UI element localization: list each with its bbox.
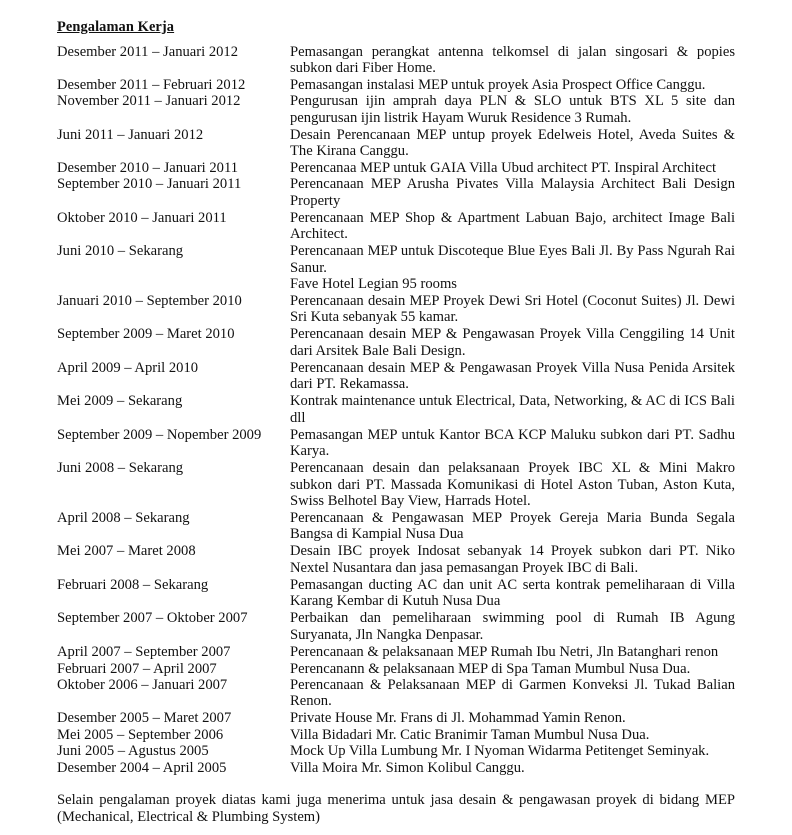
experience-date: Februari 2007 – April 2007 bbox=[57, 660, 217, 677]
experience-date: April 2007 – September 2007 bbox=[57, 643, 231, 660]
experience-row bbox=[57, 393, 735, 426]
experience-description: Perencanaan MEP Shop & Apartment Labuan Bajo, architect Image Bali Architect. bbox=[290, 209, 735, 243]
experience-row bbox=[57, 93, 735, 126]
experience-description: Pemasangan MEP untuk Kantor BCA KCP Maluku subkon dari PT. Sadhu Karya. bbox=[290, 426, 735, 460]
closing-paragraph: Selain pengalaman proyek diatas kami juga menerima untuk jasa desain & pengawasan proyek di bidang MEP (Mechanical, Electrical & Plumbing System) bbox=[57, 791, 735, 825]
experience-row bbox=[57, 160, 735, 176]
experience-date: Februari 2008 – Sekarang bbox=[57, 576, 209, 593]
experience-row bbox=[57, 677, 735, 710]
experience-description: Private House Mr. Frans di Jl. Mohammad Yamin Renon. bbox=[290, 710, 626, 727]
experience-row bbox=[57, 127, 735, 160]
experience-description: Perencanaan MEP Arusha Pivates Villa Malaysia Architect Bali Design Property bbox=[290, 176, 735, 209]
experience-description-main: Perencanaan MEP untuk Discoteque Blue Eyes Bali Jl. By Pass Ngurah Rai Sanur. bbox=[290, 243, 735, 276]
experience-description: Perencanaan & Pengawasan MEP Proyek Gereja Maria Bunda Segala Bangsa di Kampial Nusa Dua bbox=[290, 509, 735, 543]
experience-row bbox=[57, 577, 735, 610]
experience-row bbox=[57, 176, 735, 209]
experience-description: Pemasangan instalasi MEP untuk proyek Asia Prospect Office Canggu. bbox=[290, 76, 706, 93]
experience-date: Mei 2005 – September 2006 bbox=[57, 726, 224, 743]
experience-description: Perencanaan desain MEP & Pengawasan Proyek Villa Cenggiling 14 Unit dari Arsitek Bale Bali Design. bbox=[290, 326, 735, 359]
experience-row bbox=[57, 727, 735, 743]
experience-description-extra: Fave Hotel Legian 95 rooms bbox=[290, 276, 457, 293]
experience-date: Juni 2011 – Januari 2012 bbox=[57, 126, 204, 143]
experience-description: Perencanaan & Pelaksanaan MEP di Garmen Konveksi Jl. Tukad Balian Renon. bbox=[290, 676, 735, 710]
experience-description: Perencanann & pelaksanaan MEP di Spa Taman Mumbul Nusa Dua. bbox=[290, 660, 691, 677]
experience-date: September 2009 – Nopember 2009 bbox=[57, 426, 262, 443]
experience-description: Perencanaan desain dan pelaksanaan Proyek IBC XL & Mini Makro subkon dari PT. Massada Komunikasi di Hotel Aston Tuban, Aston Kuta, Swiss Belhotel Bay View, Harrads Hotel. bbox=[290, 460, 735, 509]
experience-date: Juni 2008 – Sekarang bbox=[57, 460, 184, 477]
experience-date: November 2011 – Januari 2012 bbox=[57, 93, 241, 110]
experience-date: Januari 2010 – September 2010 bbox=[57, 293, 242, 310]
experience-description: Pengurusan ijin amprah daya PLN & SLO untuk BTS XL 5 site dan pengurusan ijin listrik Hayam Wuruk Residence 3 Rumah. bbox=[290, 93, 735, 126]
experience-row bbox=[57, 77, 735, 93]
experience-description: Villa Bidadari Mr. Catic Branimir Taman Mumbul Nusa Dua. bbox=[290, 726, 650, 743]
experience-date: Oktober 2006 – Januari 2007 bbox=[57, 676, 228, 693]
experience-description: Perencanaan desain MEP Proyek Dewi Sri Hotel (Coconut Suites) Jl. Dewi Sri Kuta sebanyak 55 kamar. bbox=[290, 293, 735, 326]
experience-row bbox=[57, 326, 735, 359]
experience-date: Juni 2010 – Sekarang bbox=[57, 243, 184, 260]
experience-date: Mei 2009 – Sekarang bbox=[57, 393, 183, 410]
experience-date: April 2008 – Sekarang bbox=[57, 509, 190, 526]
experience-date: September 2007 – Oktober 2007 bbox=[57, 610, 248, 627]
experience-description: Desain IBC proyek Indosat sebanyak 14 Proyek subkon dari PT. Niko Nextel Nusantara dan jasa pemasangan Proyek IBC di Bali. bbox=[290, 543, 735, 576]
experience-row bbox=[57, 460, 735, 509]
experience-description: Pemasangan ducting AC dan unit AC serta kontrak pemeliharaan di Villa Karang Kembar di Kutuh Nusa Dua bbox=[290, 576, 735, 610]
experience-row bbox=[57, 427, 735, 460]
experience-row bbox=[57, 360, 735, 393]
experience-description: Perencanaan & pelaksanaan MEP Rumah Ibu Netri, Jln Batanghari renon bbox=[290, 643, 719, 660]
experience-description: Pemasangan perangkat antenna telkomsel di jalan singosari & popies subkon dari Fiber Home. bbox=[290, 44, 735, 77]
experience-date: Oktober 2010 – Januari 2011 bbox=[57, 209, 227, 226]
experience-row bbox=[57, 44, 735, 77]
experience-description: Perencanaan desain MEP & Pengawasan Proyek Villa Nusa Penida Arsitek dari PT. Rekamassa. bbox=[290, 359, 735, 393]
experience-row bbox=[57, 243, 735, 292]
experience-date: September 2009 – Maret 2010 bbox=[57, 326, 235, 343]
experience-description: Kontrak maintenance untuk Electrical, Data, Networking, & AC di ICS Bali dll bbox=[290, 393, 735, 426]
experience-row bbox=[57, 293, 735, 326]
experience-date: Desember 2011 – Januari 2012 bbox=[57, 44, 239, 60]
experience-date: Desember 2004 – April 2005 bbox=[57, 759, 227, 776]
experience-description: Mock Up Villa Lumbung Mr. I Nyoman Widarma Petitenget Seminyak. bbox=[290, 743, 710, 760]
experience-date: September 2010 – Januari 2011 bbox=[57, 176, 242, 193]
experience-row bbox=[57, 661, 735, 677]
document-page bbox=[57, 18, 735, 826]
experience-date: Desember 2011 – Februari 2012 bbox=[57, 76, 246, 93]
experience-row bbox=[57, 644, 735, 660]
section-title: Pengalaman Kerja bbox=[57, 19, 175, 35]
experience-row bbox=[57, 210, 735, 243]
experience-description: Desain Perencanaan MEP untup proyek Edelweis Hotel, Aveda Suites & The Kirana Canggu. bbox=[290, 126, 735, 160]
experience-date: Mei 2007 – Maret 2008 bbox=[57, 543, 196, 560]
experience-description: Perbaikan dan pemeliharaan swimming pool di Rumah IB Agung Suryanata, Jln Nangka Denpasar. bbox=[290, 610, 735, 643]
experience-row bbox=[57, 543, 735, 576]
experience-row bbox=[57, 510, 735, 543]
experience-row bbox=[57, 760, 735, 776]
experience-description: Perencanaa MEP untuk GAIA Villa Ubud architect PT. Inspiral Architect bbox=[290, 160, 717, 177]
experience-date: Desember 2005 – Maret 2007 bbox=[57, 710, 232, 727]
experience-row bbox=[57, 710, 735, 726]
experience-description: Villa Moira Mr. Simon Kolibul Canggu. bbox=[290, 759, 525, 776]
experience-description bbox=[290, 243, 735, 292]
experience-date: April 2009 – April 2010 bbox=[57, 359, 199, 376]
experience-date: Desember 2010 – Januari 2011 bbox=[57, 160, 239, 177]
experience-date: Juni 2005 – Agustus 2005 bbox=[57, 743, 209, 760]
experience-row bbox=[57, 610, 735, 643]
experience-row bbox=[57, 743, 735, 759]
